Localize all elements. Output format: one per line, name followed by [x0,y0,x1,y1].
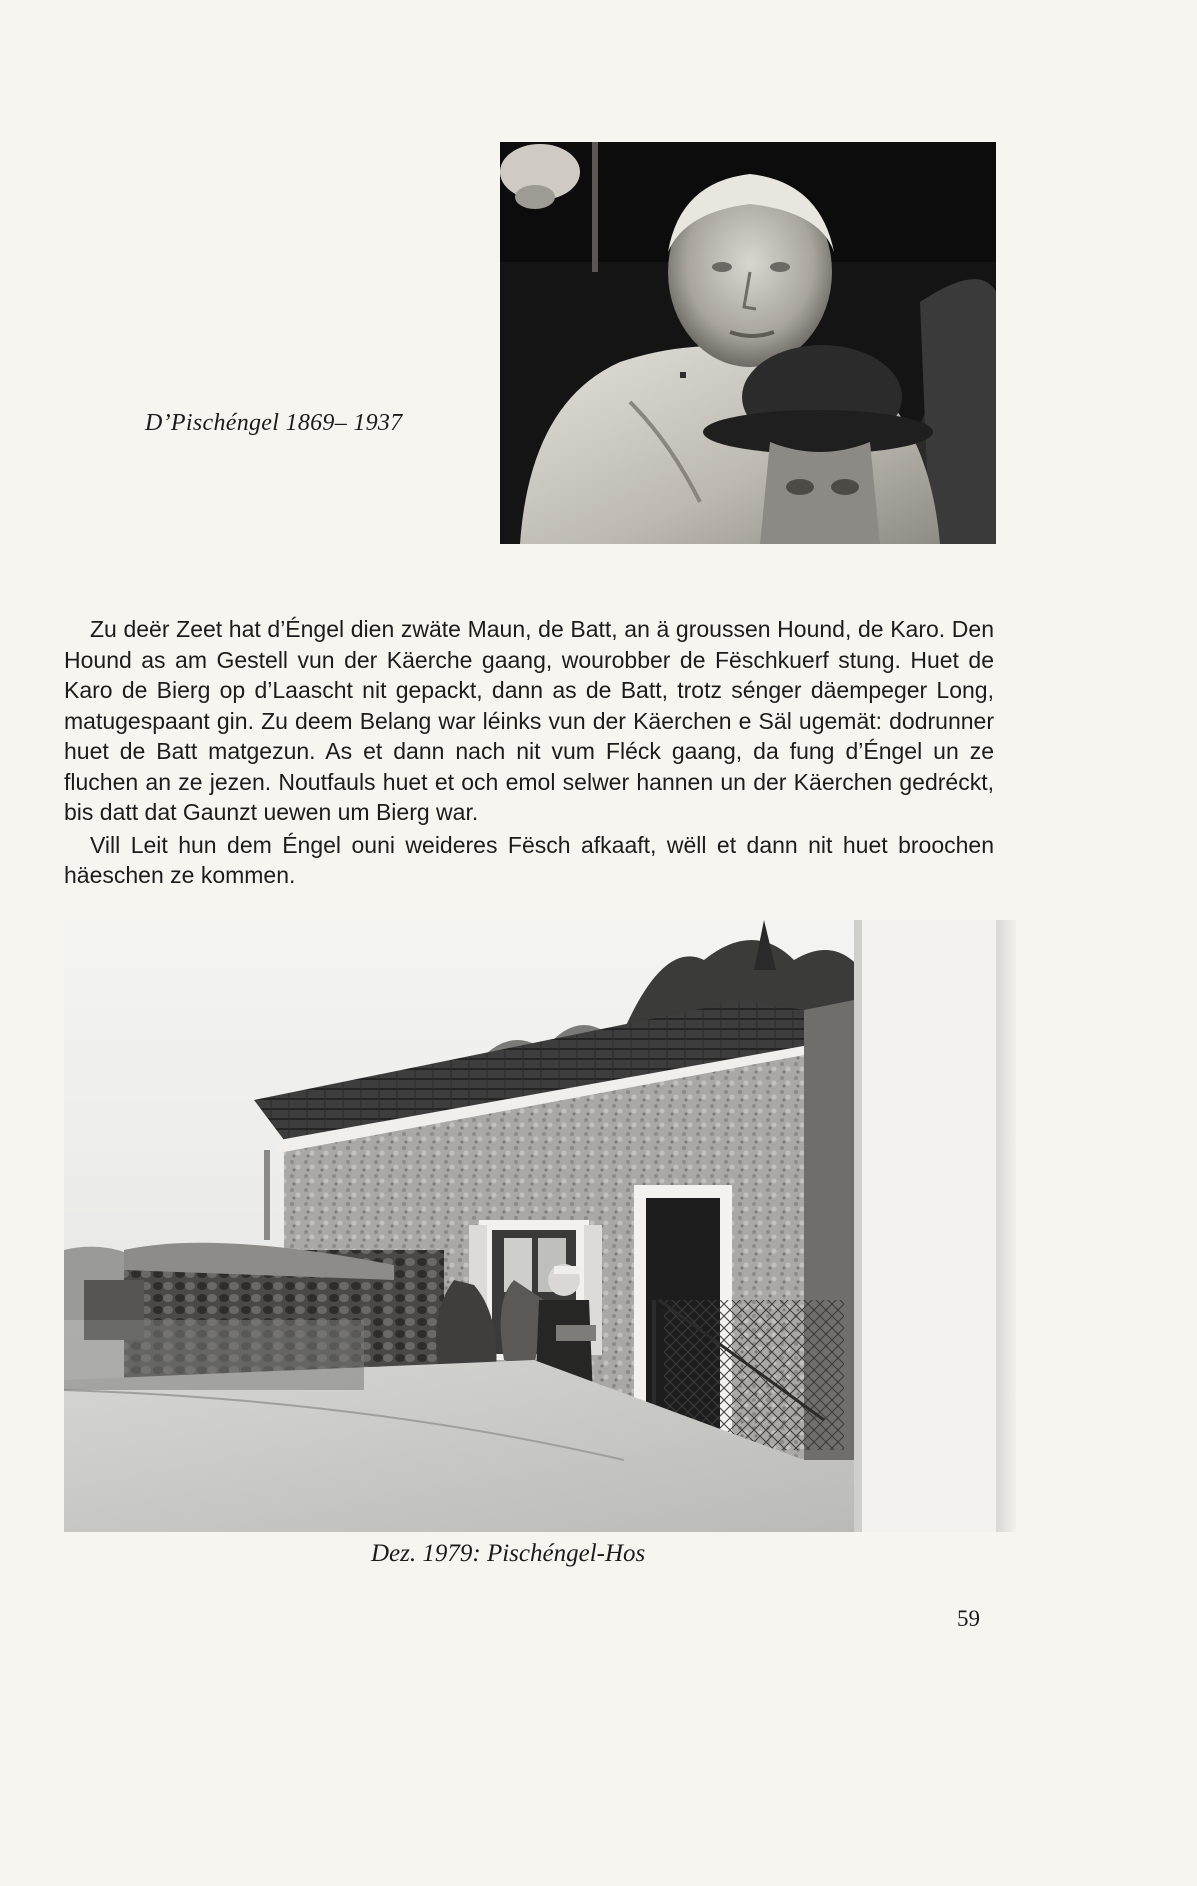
house-photo [64,920,996,1532]
paragraph-1: Zu deër Zeet hat d’Éngel dien zwäte Maun, de Batt, an ä groussen Hound, de Karo. Den Hound as am Gestell vun der Käerche gaang, wourobber de Fëschkuerf stung. Huet de Karo de Bierg op d’Laascht nit gepackt, dann as de Batt, trotz sénger däempeger Long, matugespaant gin. Zu deem Belang war léinks vun der Käerchen e Säl ugemät: dodrunner huet de Batt matgezun. As et dann nach nit vum Fléck gaang, da fung d’Éngel un ze fluchen an ze jezen. Noutfauls huet et och emol selwer hannen un der Käerchen gedréckt, bis datt dat Gaunzt uewen um Bierg war. [64,616,994,825]
portrait-image [500,142,996,544]
page-number: 59 [957,1606,980,1631]
portrait-caption: D’Pischéngel 1869– 1937 [145,410,403,436]
house-image [64,920,996,1532]
body-text [64,614,994,891]
paragraph-2: Vill Leit hun dem Éngel ouni weideres Fësch afkaaft, wëll et dann nit huet broochen häeschen ze kommen. [64,831,994,888]
photo-edge [996,920,1016,1532]
house-caption: Dez. 1979: Pischéngel-Hos [371,1540,646,1567]
portrait-photo [500,142,996,544]
